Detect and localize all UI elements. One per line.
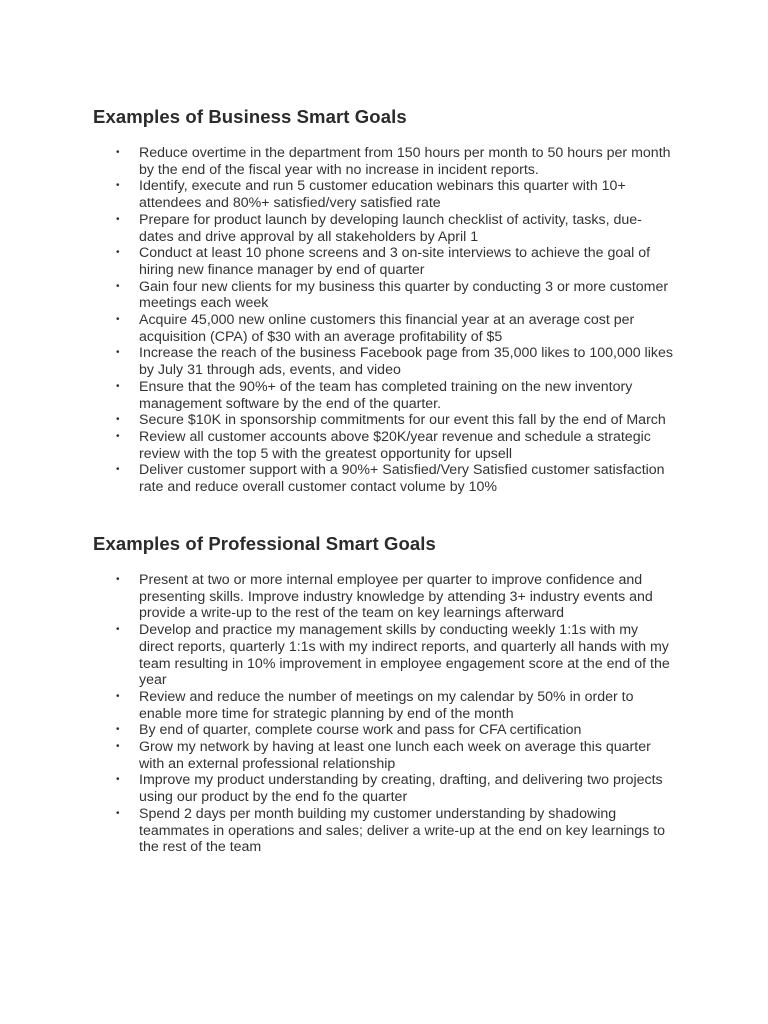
list-item: [116, 145, 676, 178]
bullet-icon: •: [116, 574, 120, 585]
list-item: [116, 412, 676, 429]
list-item-text: Develop and practice my management skills by conducting weekly 1:1s with my direct reports, quarterly 1:1s with my indirect reports, and quarterly all hands with my team resulting in 10% improvement in employee engagement score at the end of the year: [139, 622, 670, 689]
bullet-icon: •: [116, 624, 120, 636]
list-item-text: Prepare for product launch by developing launch checklist of activity, tasks, due-dates and drive approval by all stakeholders by April 1: [139, 211, 642, 245]
list-item-text: Review all customer accounts above $20K/year revenue and schedule a strategic review with the top 5 with the greatest opportunity for upsell: [139, 428, 651, 462]
list-item: [116, 345, 676, 378]
bullet-icon: •: [116, 464, 120, 476]
list-item-text: Gain four new clients for my business this quarter by conducting 3 or more customer meetings each week: [139, 278, 669, 312]
bullet-icon: •: [116, 774, 120, 786]
bullet-icon: •: [116, 247, 120, 259]
section-heading-business: Examples of Business Smart Goals: [93, 106, 407, 127]
bullet-icon: •: [116, 724, 120, 736]
bullet-icon: •: [116, 807, 120, 819]
list-item-text: Spend 2 days per month building my customer understanding by shadowing teammates in operations and sales; deliver a write-up at the end on key learnings to the rest of the team: [139, 805, 666, 856]
list-item-text: Ensure that the 90%+ of the team has completed training on the new inventory management software by the end of the quarter.: [139, 378, 633, 412]
list-item-text: Identify, execute and run 5 customer education webinars this quarter with 10+ attendees and 80%+ satisfied/very satisfied rate: [139, 178, 626, 212]
list-item-text: Acquire 45,000 new online customers this financial year at an average cost per acquisition (CPA) of $30 with an average profitability of $5: [139, 312, 635, 345]
list-item-text: Reduce overtime in the department from 150 hours per month to 50 hours per month by the end of the fiscal year with no increase in incident reports.: [139, 145, 671, 178]
list-item: [116, 212, 676, 245]
list-item-text: Conduct at least 10 phone screens and 3 on-site interviews to achieve the goal of hiring new finance manager by end of quarter: [139, 245, 651, 278]
business-goals-list: [116, 145, 676, 496]
bullet-icon: •: [116, 347, 120, 359]
list-item-text: Grow my network by having at least one lunch each week on average this quarter with an external professional relationship: [139, 739, 651, 772]
list-item: [116, 178, 676, 211]
list-item: [116, 572, 676, 622]
list-item: [116, 739, 676, 772]
list-item: [116, 379, 676, 412]
bullet-icon: •: [116, 314, 120, 326]
list-item: [116, 722, 676, 739]
bullet-icon: •: [116, 690, 120, 702]
section-heading-professional: Examples of Professional Smart Goals: [93, 533, 436, 554]
bullet-icon: •: [116, 180, 120, 192]
list-item-text: Deliver customer support with a 90%+ Satisfied/Very Satisfied customer satisfaction rate and reduce overall customer contact volume by 10%: [139, 462, 665, 496]
bullet-icon: •: [116, 741, 120, 753]
list-item: [116, 622, 676, 689]
bullet-icon: •: [116, 147, 120, 158]
list-item: [116, 772, 676, 805]
professional-goals-list: [116, 572, 676, 856]
list-item: [116, 806, 676, 856]
list-item-text: By end of quarter, complete course work and pass for CFA certification: [139, 722, 582, 739]
list-item-text: Improve my product understanding by creating, drafting, and delivering two projects using our product by the end fo the quarter: [139, 772, 663, 806]
list-item-text: Present at two or more internal employee per quarter to improve confidence and presenting skills. Improve industry knowledge by attending 3+ industry events and provide a write-up to the rest of the team on key learnings afterward: [139, 572, 653, 622]
list-item: [116, 279, 676, 312]
list-item: [116, 689, 676, 722]
bullet-icon: •: [116, 213, 120, 225]
list-item-text: Increase the reach of the business Facebook page from 35,000 likes to 100,000 likes by July 31 through ads, events, and video: [139, 345, 673, 379]
list-item-text: Secure $10K in sponsorship commitments for our event this fall by the end of March: [139, 412, 666, 429]
list-item: [116, 245, 676, 278]
bullet-icon: •: [116, 280, 120, 292]
bullet-icon: •: [116, 414, 120, 426]
list-item: [116, 429, 676, 462]
list-item: [116, 462, 676, 495]
list-item: [116, 312, 676, 345]
bullet-icon: •: [116, 380, 120, 392]
list-item-text: Review and reduce the number of meetings on my calendar by 50% in order to enable more time for strategic planning by end of the month: [139, 688, 634, 722]
bullet-icon: •: [116, 430, 120, 442]
